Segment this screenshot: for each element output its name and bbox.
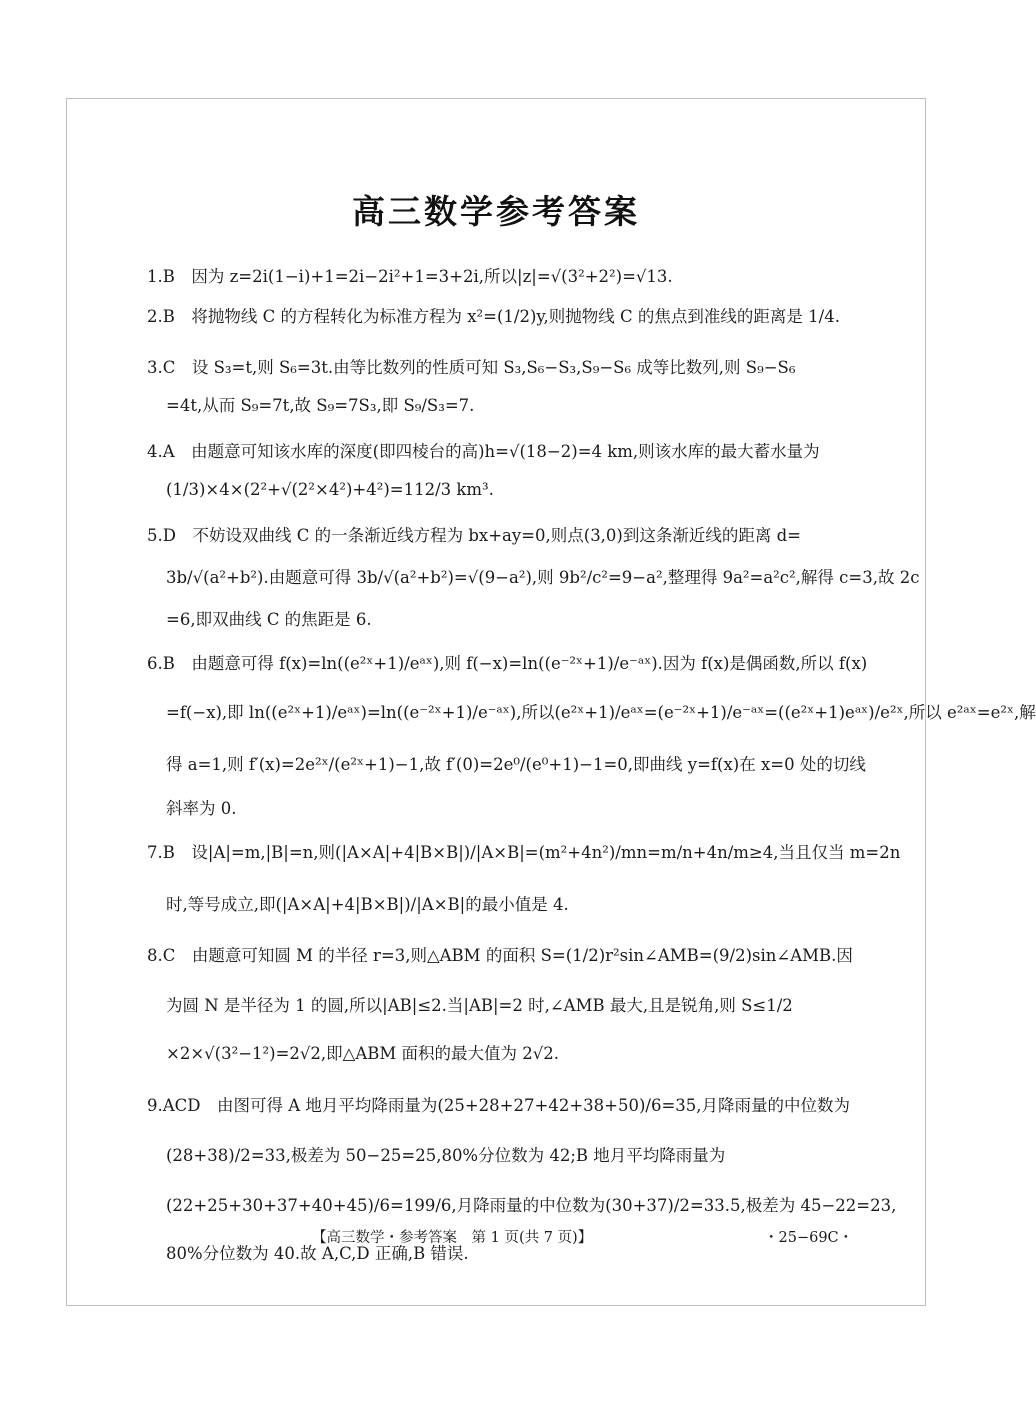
answer-line: 时,等号成立,即(|A×A|+4|B×B|)/|A×B|的最小值是 4.: [166, 895, 569, 914]
answer-line: (22+25+30+37+40+45)/6=199/6,月降雨量的中位数为(30+37)/2=33.5,极差为 45−22=23,: [166, 1196, 897, 1215]
answer-item: [147, 349, 847, 433]
answer-item: [147, 931, 853, 1081]
answer-line: (1/3)×4×(2²+√(2²×4²)+4²)=112/3 km³.: [166, 480, 494, 499]
footer-page-info: 【高三数学・参考答案 第 1 页(共 7 页)】: [312, 1230, 593, 1246]
page-title: 高三数学参考答案: [352, 192, 640, 231]
answer-line: 得 a=1,则 f′(x)=2e²ˣ/(e²ˣ+1)−1,故 f′(0)=2e⁰/(e⁰+1)−1=0,即曲线 y=f(x)在 x=0 处的切线: [166, 755, 866, 774]
answer-line: 8.C 由题意可知圆 M 的半径 r=3,则△ABM 的面积 S=(1/2)r²sin∠AMB=(9/2)sin∠AMB.因: [147, 946, 853, 965]
answer-line: 为圆 N 是半径为 1 的圆,所以|AB|≤2.当|AB|=2 时,∠AMB 最大,且是锐角,则 S≤1/2: [166, 996, 793, 1015]
answer-line: ×2×√(3²−1²)=2√2,即△ABM 面积的最大值为 2√2.: [166, 1044, 560, 1063]
answer-item: [147, 641, 1036, 827]
answer-item: [147, 304, 847, 349]
footer-code: ・25−69C・: [764, 1230, 854, 1246]
answer-item: [147, 827, 901, 931]
answer-list: [147, 264, 1036, 1281]
answer-line: =f(−x),即 ln((e²ˣ+1)/eᵃˣ)=ln((e⁻²ˣ+1)/e⁻ᵃˣ),所以(e²ˣ+1)/eᵃˣ=(e⁻²ˣ+1)/e⁻ᵃˣ=((e²ˣ+1)eᵃˣ)/e²ˣ,所以 e²ᵃˣ=e²ˣ,解: [166, 703, 1036, 722]
answer-item: [147, 1081, 897, 1281]
answer-line: 80%分位数为 40.故 A,C,D 正确,B 错误.: [166, 1244, 469, 1263]
answer-line: 4.A 由题意可知该水库的深度(即四棱台的高)h=√(18−2)=4 km,则该水库的最大蓄水量为: [147, 442, 820, 461]
answer-line: 3b/√(a²+b²).由题意可得 3b/√(a²+b²)=√(9−a²),则 9b²/c²=9−a²,整理得 9a²=a²c²,解得 c=3,故 2c: [166, 568, 920, 587]
answer-line: 6.B 由题意可得 f(x)=ln((e²ˣ+1)/eᵃˣ),则 f(−x)=ln((e⁻²ˣ+1)/e⁻ᵃˣ).因为 f(x)是偶函数,所以 f(x): [147, 654, 868, 673]
answer-line: 5.D 不妨设双曲线 C 的一条渐近线方程为 bx+ay=0,则点(3,0)到这条渐近线的距离 d=: [147, 526, 801, 545]
answer-line: 斜率为 0.: [166, 799, 237, 818]
answer-item: [147, 517, 920, 641]
answer-line: 1.B 因为 z=2i(1−i)+1=2i−2i²+1=3+2i,所以|z|=√(3²+2²)=√13.: [147, 267, 673, 286]
answer-item: [147, 433, 847, 517]
answer-line: 2.B 将抛物线 C 的方程转化为标准方程为 x²=(1/2)y,则抛物线 C 的焦点到准线的距离是 1/4.: [147, 307, 840, 326]
answer-line: =6,即双曲线 C 的焦距是 6.: [166, 610, 372, 629]
answer-item: [147, 264, 847, 304]
answer-line: =4t,从而 S₉=7t,故 S₉=7S₃,即 S₉/S₃=7.: [166, 396, 475, 415]
answer-line: 3.C 设 S₃=t,则 S₆=3t.由等比数列的性质可知 S₃,S₆−S₃,S₉−S₆ 成等比数列,则 S₉−S₆: [147, 358, 796, 377]
answer-line: (28+38)/2=33,极差为 50−25=25,80%分位数为 42;B 地月平均降雨量为: [166, 1146, 726, 1165]
answer-line: 7.B 设|A|=m,|B|=n,则(|A×A|+4|B×B|)/|A×B|=(m²+4n²)/mn=m/n+4n/m≥4,当且仅当 m=2n: [147, 843, 901, 862]
answer-line: 9.ACD 由图可得 A 地月平均降雨量为(25+28+27+42+38+50)/6=35,月降雨量的中位数为: [147, 1096, 851, 1115]
